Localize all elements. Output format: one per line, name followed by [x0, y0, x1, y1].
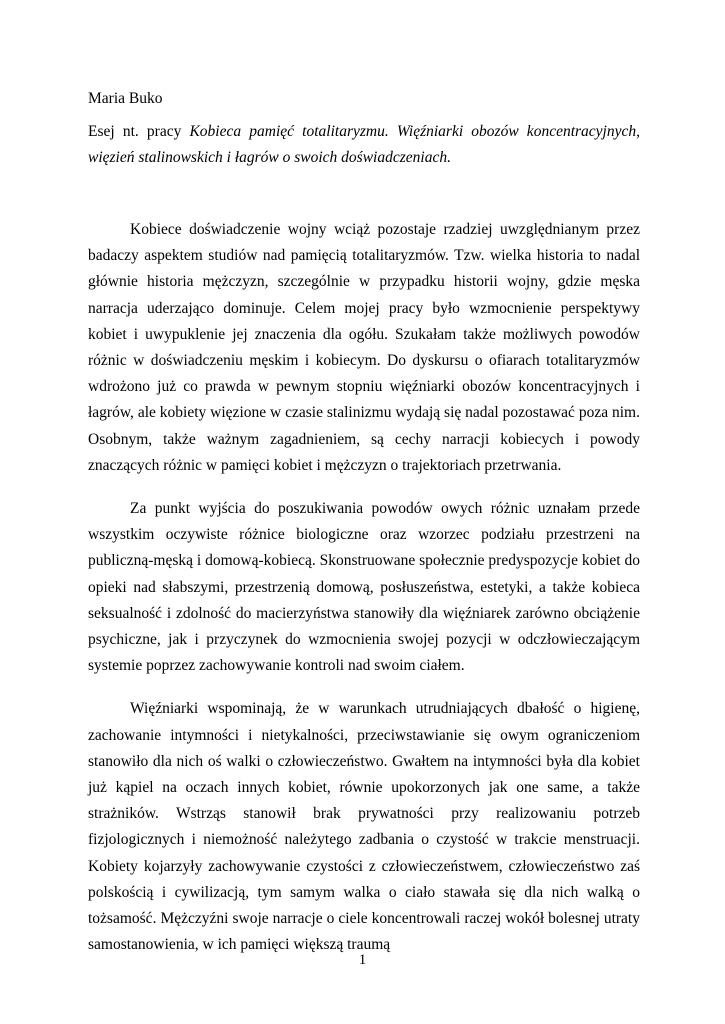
page-number: 1 [358, 952, 367, 968]
essay-title-prefix: Esej nt. pracy [88, 123, 190, 140]
author-name: Maria Buko [88, 90, 163, 107]
paragraph-2: Za punkt wyjścia do poszukiwania powodów owych różnic uznałam przede wszystkim oczywiste różnice biologiczne oraz wzorzec podziału przestrzeni na publiczną-męską i domową-kobiecą. Skonstruowane społecznie predyspozycje kobiet do opieki nad słabszymi, przestrzenią domową, posłuszeństwa, estetyki, a także kobieca seksualność i zdolność do macierzyństwa stanowiły dla więźniarek zarówno obciążenie psychiczne, jak i przyczynek do wzmocnienia swojej pozycji w odczłowieczającym systemie poprzez zachowywanie kontroli nad swoim ciałem. [88, 500, 640, 675]
essay-title-italic: Kobieca pamięć totalitaryzmu. Więźniarki obozów koncentracyjnych, więzień stalinowskich i łagrów o swoich doświadczeniach. [88, 123, 640, 166]
essay-body [88, 217, 640, 975]
paragraph-3: Więźniarki wspominają, że w warunkach utrudniających dbałość o higienę, zachowanie intymności i nietykalności, przeciwstawianie się owym ograniczeniom stanowiło dla nich oś walki o człowieczeństwo. Gwałtem na intymności była dla kobiet już kąpiel na oczach innych kobiet, równie upokorzonych jak one same, a także strażników. Wstrząs stanowił brak prywatności przy realizowaniu potrzeb fizjologicznych i niemożność należytego zadbania o czystość w trakcie menstruacji. Kobiety kojarzyły zachowywanie czystości z człowieczeństwem, człowieczeństwo zaś polskością i cywilizacją, tym samym walka o ciało stawała się dla nich walką o tożsamość. Mężczyźni swoje narracje o ciele koncentrowali raczej wokół bolesnej utraty samostanowienia, w ich pamięci większą traumą [88, 700, 640, 954]
paragraph-1: Kobiece doświadczenie wojny wciąż pozostaje rzadziej uwzględnianym przez badaczy aspektem studiów nad pamięcią totalitaryzmów. Tzw. wielka historia to nadal głównie historia mężczyzn, szczególnie w przypadku historii wojny, gdzie męska narracja uderzająco dominuje. Celem mojej pracy było wzmocnienie perspektywy kobiet i uwypuklenie jej znaczenia dla ogółu. Szukałam także możliwych powodów różnic w doświadczeniu męskim i kobiecym. Do dyskursu o ofiarach totalitaryzmów wdrożono już co prawda w pewnym stopniu więźniarki obozów koncentracyjnych i łagrów, ale kobiety więzione w czasie stalinizmu wydają się nadal pozostawać poza nim. Osobnym, także ważnym zagadnieniem, są cechy narracji kobiecych i powody znaczących różnic w pamięci kobiet i mężczyzn o trajektoriach przetrwania. [88, 221, 640, 474]
essay-title [88, 119, 640, 171]
